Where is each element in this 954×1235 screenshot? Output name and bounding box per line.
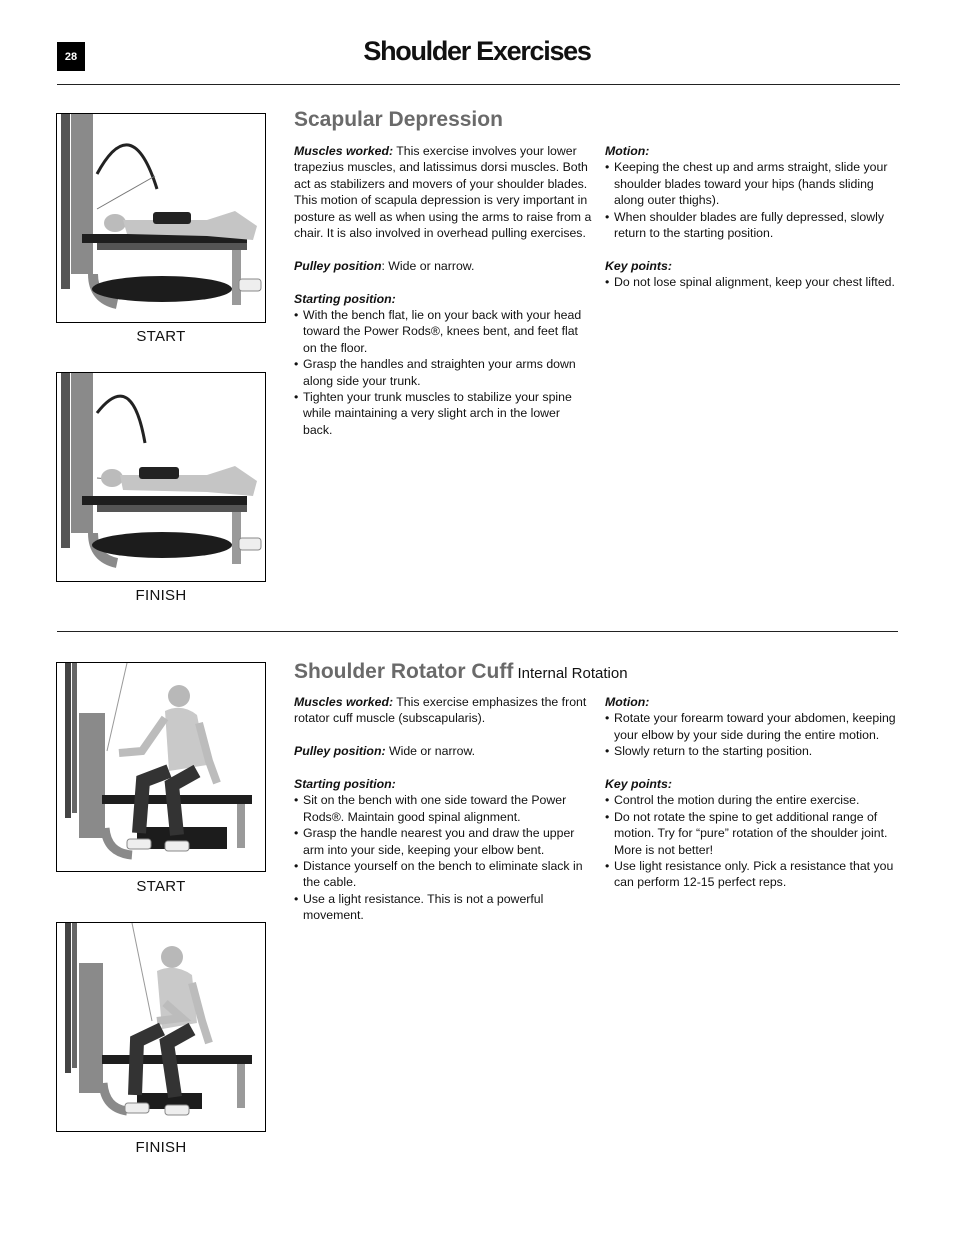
scapular-finish-caption: FINISH <box>135 587 187 604</box>
lying-exercise-illustration <box>57 373 265 581</box>
muscles-worked-paragraph <box>294 694 592 727</box>
list-item: • Rotate your forearm toward your abdomen, keeping your elbow by your side during the entire motion. <box>605 710 900 743</box>
motion-label: Motion: <box>605 144 650 158</box>
seated-exercise-illustration <box>57 663 265 871</box>
starting-position-label: Starting position: <box>294 777 396 791</box>
muscles-worked-text: This exercise emphasizes the front rotator cuff muscle (subscapularis). <box>294 695 587 726</box>
starting-position-list <box>294 307 592 438</box>
pulley-position-text: : Wide or narrow. <box>381 258 475 273</box>
list-item: • Grasp the handle nearest you and draw the upper arm into your side, keeping your elbow bent. <box>294 825 592 858</box>
list-item: • Keeping the chest up and arms straight, slide your shoulder blades toward your hips (hands sliding along outer thighs). <box>605 159 900 208</box>
list-item: • With the bench flat, lie on your back with your head toward the Power Rods®, knees bent, and feet flat on the floor. <box>294 307 592 356</box>
motion-list <box>605 710 900 759</box>
rotator-finish-photo <box>56 922 266 1132</box>
rotator-title: Shoulder Rotator Cuff <box>294 660 514 683</box>
list-item: • Tighten your trunk muscles to stabilize your spine while maintaining a very slight arch in the lower back. <box>294 389 592 438</box>
list-item: • Distance yourself on the bench to eliminate slack in the cable. <box>294 858 592 891</box>
scapular-depression-heading: Scapular Depression <box>294 108 503 131</box>
starting-position-list <box>294 792 592 923</box>
list-item: • When shoulder blades are fully depressed, slowly return to the starting position. <box>605 209 900 242</box>
section-divider-rule <box>57 631 898 632</box>
rotator-subtitle: Internal Rotation <box>513 665 628 682</box>
rotator-start-caption: START <box>136 878 186 895</box>
pulley-position-label: Pulley position: <box>294 744 386 759</box>
list-item: • Do not rotate the spine to get additional range of motion. Try for “pure” rotation of the shoulder joint. More is not better! <box>605 809 900 858</box>
scapular-start-photo <box>56 113 266 323</box>
key-points-label: Key points: <box>605 777 672 792</box>
seated-exercise-illustration <box>57 923 265 1131</box>
list-item: • Use a light resistance. This is not a powerful movement. <box>294 891 592 924</box>
muscles-worked-text: This exercise involves your lower trapezius muscles, and latissimus dorsi muscles. Both act as stabilizers and movers of your shoulder blades. This motion of scapula depression is very important in posture as well as when using the arms to raise from a chair. It is also involved in overhead pulling exercises. <box>294 144 592 241</box>
rotator-right-column <box>605 694 900 907</box>
page-number-badge: 28 <box>57 42 85 71</box>
scapular-left-column <box>294 143 592 455</box>
list-item: • Do not lose spinal alignment, keep your chest lifted. <box>605 274 900 290</box>
pulley-position-text: Wide or narrow. <box>385 744 476 759</box>
pulley-position-label: Pulley position <box>294 258 382 273</box>
header-rule <box>57 84 900 85</box>
pulley-position-paragraph <box>294 258 592 274</box>
list-item: • Grasp the handles and straighten your arms down along side your trunk. <box>294 356 592 389</box>
muscles-worked-paragraph <box>294 143 592 241</box>
list-item: • Control the motion during the entire exercise. <box>605 792 900 808</box>
scapular-start-caption: START <box>136 328 186 345</box>
key-points-label: Key points: <box>605 258 672 273</box>
key-points-list <box>605 792 900 890</box>
rotator-left-column <box>294 694 592 940</box>
muscles-worked-label: Muscles worked: <box>294 144 394 158</box>
motion-label: Motion: <box>605 695 650 709</box>
rotator-finish-caption: FINISH <box>135 1139 187 1156</box>
key-points-list <box>605 274 900 290</box>
pulley-position-paragraph <box>294 743 592 759</box>
scapular-finish-photo <box>56 372 266 582</box>
shoulder-rotator-cuff-heading <box>294 660 628 684</box>
motion-list <box>605 159 900 241</box>
list-item: • Sit on the bench with one side toward the Power Rods®. Maintain good spinal alignment. <box>294 792 592 825</box>
lying-exercise-illustration <box>57 114 265 322</box>
muscles-worked-label: Muscles worked: <box>294 695 394 709</box>
starting-position-label: Starting position: <box>294 291 396 306</box>
page-title: Shoulder Exercises <box>363 36 591 66</box>
list-item: • Use light resistance only. Pick a resistance that you can perform 12-15 perfect reps. <box>605 858 900 891</box>
scapular-right-column <box>605 143 900 307</box>
rotator-start-photo <box>56 662 266 872</box>
list-item: • Slowly return to the starting position. <box>605 743 900 759</box>
